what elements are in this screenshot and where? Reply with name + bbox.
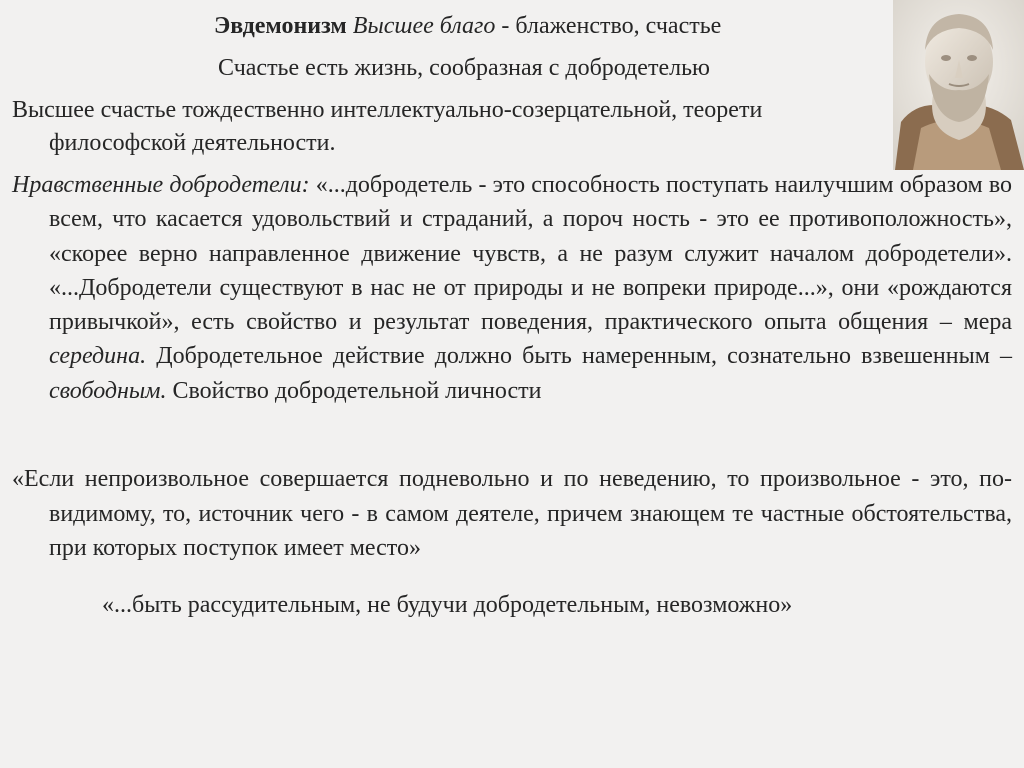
subtitle: Счастье есть жизнь, сообразная с добродетелью: [218, 55, 710, 81]
virtues-text: [12, 168, 1012, 408]
highest-happiness-text: [12, 94, 1012, 160]
highest-happiness-line-1: Высшее счастье тождественно интеллектуально-созерцательной, теорети: [12, 97, 763, 123]
virtues-text-b: Добродетельное действие должно быть намеренным, сознательно взвешенным –: [146, 343, 1012, 370]
slide-title: [214, 10, 721, 42]
virtues-label: Нравственные добродетели:: [12, 172, 310, 198]
virtues-free-term: свободным.: [49, 377, 167, 404]
involuntary-quote: [12, 462, 1012, 566]
prudence-quote: «...быть рассудительным, не будучи добродетельным, невозможно»: [102, 592, 793, 618]
virtues-text-c: Свойство добродетельной личности: [166, 377, 542, 404]
involuntary-quote-text: «Если непроизвольное совершается подневольно и по неведению, то произвольное - это, по-видимому, то, источник чего - в самом деятеле, причем знающем те частные обстоятельства, при которых поступок имеет место»: [12, 466, 1012, 561]
title-definition-italic: Высшее благо: [352, 13, 496, 39]
virtues-middle-term: середина.: [49, 343, 147, 370]
virtues-text-a: «...добродетель - это способность поступать наилучшим образом во всем, что касается удовольствий и страданий, а пороч ность - это ее противоположность», «скорее верно направленное движение чувств, а не разум служит началом добродетели». «...Добродетели существуют в нас не от природы и не вопреки природе...», они «рождаются привычкой», есть свойство и результат поведения, практического опыта общения – мера: [49, 172, 1012, 336]
highest-happiness-line-2: философской деятельности.: [49, 130, 336, 156]
aristotle-bust-icon: [893, 0, 1024, 170]
title-definition-rest: - блаженство, счастье: [501, 13, 722, 39]
virtues-paragraph: [12, 168, 1012, 408]
title-term: Эвдемонизм: [214, 13, 347, 39]
